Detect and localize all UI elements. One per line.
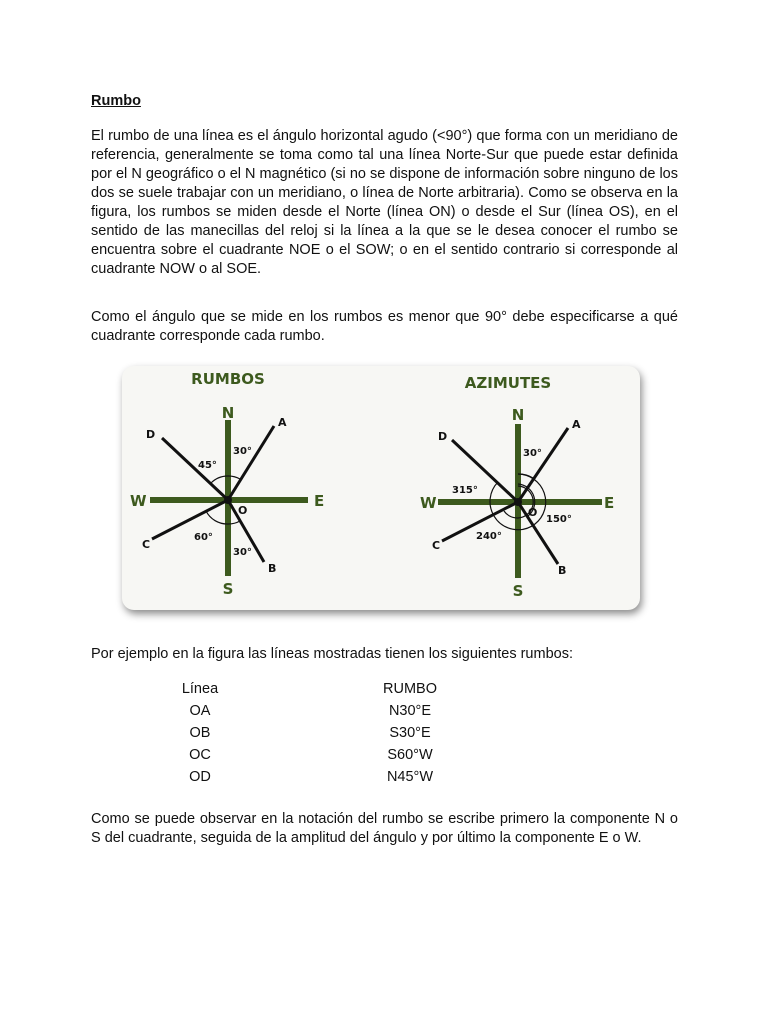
- rumbos-diagram: [130, 370, 324, 598]
- rumbos-angle-nd: 45°: [198, 460, 217, 471]
- rumbos-label-w: W: [130, 492, 147, 510]
- azimutes-label-o: O: [528, 506, 538, 519]
- figure-drawing: [122, 366, 640, 610]
- table-cell-linea: OB: [189, 725, 211, 741]
- azimutes-angle-d: 315°: [452, 485, 478, 496]
- azimutes-label-d: D: [438, 430, 448, 443]
- azimutes-diagram: [420, 374, 614, 600]
- page-title: Rumbo: [91, 93, 141, 109]
- azimutes-label-e: E: [604, 494, 615, 512]
- rumbos-label-e: E: [314, 492, 325, 510]
- azimutes-label-b: B: [558, 564, 567, 577]
- table-header-rumbo: RUMBO: [383, 681, 437, 697]
- table-row: [0, 725, 768, 747]
- azimutes-angle-a: 30°: [523, 448, 542, 459]
- azimutes-label-n: N: [511, 406, 525, 424]
- rumbos-arc-sc: [206, 511, 228, 524]
- rumbos-label-n: N: [221, 404, 235, 422]
- rumbos-title: RUMBOS: [191, 370, 265, 388]
- rumbos-line-oa: [228, 426, 274, 500]
- azimutes-label-s: S: [512, 582, 524, 600]
- rumbos-label-s: S: [222, 580, 234, 598]
- rumbos-origin: [224, 496, 232, 504]
- azimutes-origin: [514, 498, 522, 506]
- azimutes-label-w: W: [420, 494, 437, 512]
- rumbos-label-o: O: [238, 504, 248, 517]
- azimutes-angle-c: 240°: [476, 531, 502, 542]
- rumbos-label-d: D: [146, 428, 156, 441]
- rumbos-azimutes-figure: [122, 366, 640, 610]
- table-cell-rumbo: N45°W: [386, 769, 434, 785]
- table-cell-linea: OC: [189, 747, 211, 763]
- table-cell-rumbo: S30°E: [389, 725, 431, 741]
- rumbos-angle-sc: 60°: [194, 532, 213, 543]
- rumbos-label-a: A: [278, 416, 287, 429]
- rumbos-label-b: B: [268, 562, 277, 575]
- paragraph-quadrant-note: Como el ángulo que se mide en los rumbos es menor que 90° debe especificarse a qué cuadrante corresponde cada rumbo.: [91, 309, 678, 344]
- rumbos-angle-na: 30°: [233, 446, 252, 457]
- azimutes-label-c: C: [432, 539, 441, 552]
- table-cell-linea: OD: [189, 769, 211, 785]
- rumbos-line-oc: [152, 500, 228, 539]
- paragraph-definition: El rumbo de una línea es el ángulo horizontal agudo (<90°) que forma con un meridiano de referencia, generalmente se toma como tal una línea Norte-Sur que puede estar definida por el N geográfico o el N magnético (si no se dispone de información sobre ninguno de los dos se suele trabajar con un meridiano, o línea de Norte arbitraria). Como se observa en la figura, los rumbos se miden desde el Norte (línea ON) o desde el Sur (línea OS), en el sentido de las manecillas del reloj si la línea a la que se le desea conocer el rumbo se encuentra sobre el cuadrante NOE o el SOW; o en el sentido contrario si corresponde al cuadrante NOW o al SOE.: [91, 128, 678, 277]
- table-header-row: [0, 681, 768, 703]
- table-row: [0, 769, 768, 791]
- paragraph-example-intro: Por ejemplo en la figura las líneas mostradas tienen los siguientes rumbos:: [91, 646, 573, 662]
- azimutes-line-ob: [518, 502, 558, 564]
- paragraph-notation: Como se puede observar en la notación del rumbo se escribe primero la componente N o S del cuadrante, seguida de la amplitud del ángulo y por último la componente E o W.: [91, 811, 678, 846]
- table-row: [0, 747, 768, 769]
- rumbos-label-c: C: [142, 538, 151, 551]
- table-cell-rumbo: S60°W: [387, 747, 433, 763]
- azimutes-angle-b: 150°: [546, 514, 572, 525]
- table-header-linea: Línea: [181, 681, 219, 697]
- azimutes-title: AZIMUTES: [464, 374, 552, 392]
- table-cell-rumbo: N30°E: [388, 703, 432, 719]
- azimutes-label-a: A: [572, 418, 581, 431]
- table-cell-linea: OA: [189, 703, 211, 719]
- rumbos-angle-sb: 30°: [233, 547, 252, 558]
- rumbos-line-od: [162, 438, 228, 500]
- table-row: [0, 703, 768, 725]
